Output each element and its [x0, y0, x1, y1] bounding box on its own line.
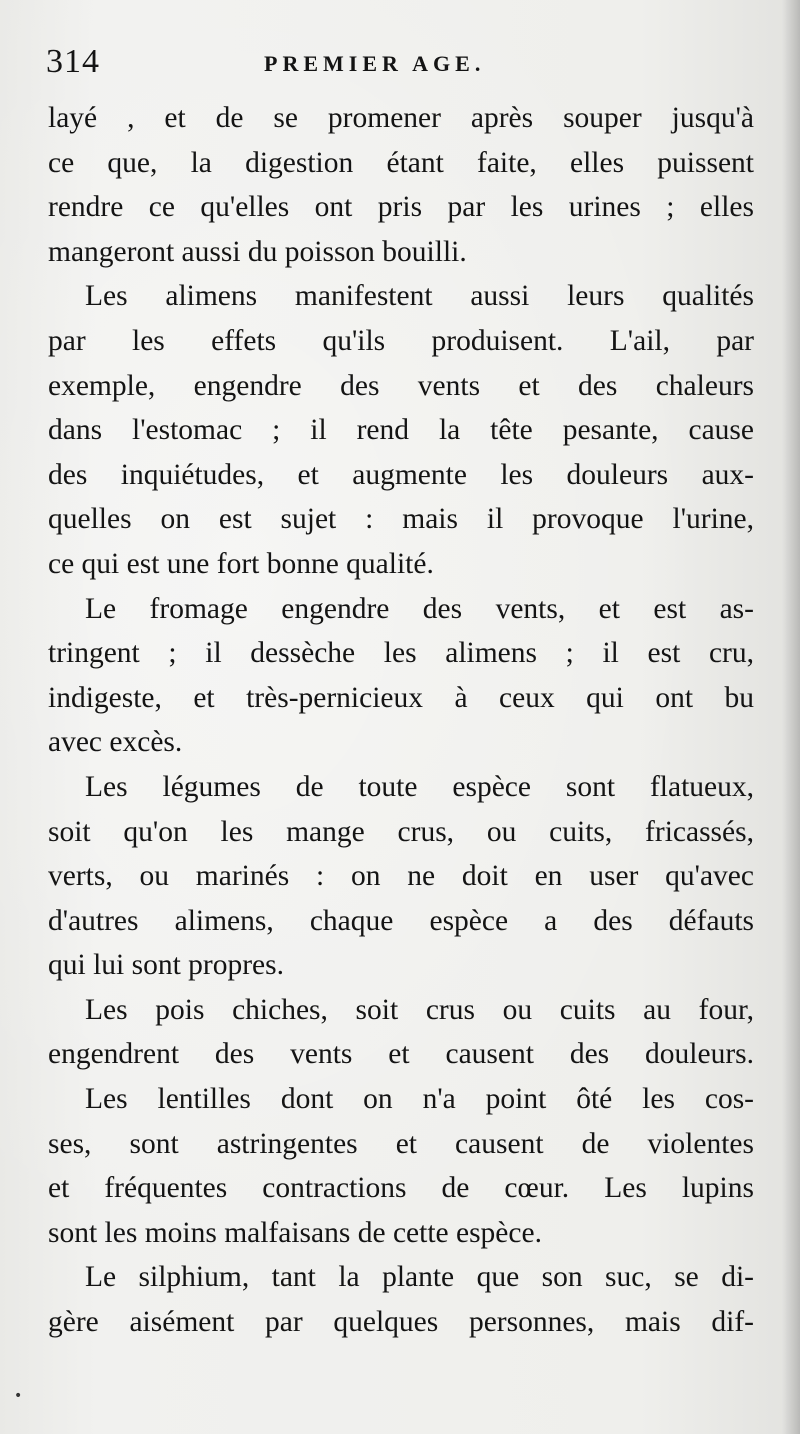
text-line: Les lentilles dont on n'a point ôté les cos- — [85, 1083, 754, 1116]
text-line: dans l'estomac ; il rend la tête pesante, cause — [48, 414, 754, 447]
text-line: exemple, engendre des vents et des chaleurs — [48, 369, 754, 402]
text-line: Les pois chiches, soit crus ou cuits au four, — [85, 993, 754, 1026]
text-line: ses, sont astringentes et causent de violentes — [48, 1127, 754, 1160]
text-line: quelles on est sujet : mais il provoque l'urine, — [48, 503, 754, 536]
text-line: Les légumes de toute espèce sont flatueux, — [85, 770, 754, 803]
running-title: PREMIER AGE. — [264, 51, 486, 76]
text-line: Le fromage engendre des vents, et est as- — [85, 592, 754, 625]
text-line: et fréquentes contractions de cœur. Les lupins — [48, 1172, 754, 1205]
page-number: 314 — [46, 43, 100, 80]
body-text — [48, 96, 754, 1345]
text-line: gère aisément par quelques personnes, mais dif- — [48, 1306, 754, 1339]
text-line: sont les moins malfaisans de cette espèce. — [48, 1216, 542, 1249]
text-line: verts, ou marinés : on ne doit en user qu'avec — [48, 860, 754, 893]
text-line: ce qui est une fort bonne qualité. — [48, 547, 434, 580]
text-line: rendre ce qu'elles ont pris par les urines ; elles — [48, 191, 754, 224]
text-line: qui lui sont propres. — [48, 949, 284, 982]
text-line: d'autres alimens, chaque espèce a des défauts — [48, 904, 754, 937]
text-line: par les effets qu'ils produisent. L'ail, par — [48, 324, 754, 357]
text-line: Le silphium, tant la plante que son suc, se di- — [85, 1261, 754, 1294]
page-edge-shadow — [782, 0, 800, 1434]
text-line: engendrent des vents et causent des douleurs. — [48, 1038, 754, 1071]
text-line: layé , et de se promener après souper jusqu'à — [48, 102, 754, 134]
text-line: mangeront aussi du poisson bouilli. — [48, 235, 467, 268]
text-line: soit qu'on les mange crus, ou cuits, fricassés, — [48, 815, 754, 848]
text-line: ce que, la digestion étant faite, elles puissent — [48, 146, 754, 179]
text-line: des inquiétudes, et augmente les douleurs aux- — [48, 458, 754, 491]
ink-speck: • — [14, 1388, 23, 1404]
text-line: tringent ; il dessèche les alimens ; il est cru, — [48, 637, 754, 670]
page-header — [46, 40, 756, 84]
text-line: indigeste, et très-pernicieux à ceux qui ont bu — [48, 681, 754, 714]
text-line: avec excès. — [48, 726, 183, 759]
text-line: Les alimens manifestent aussi leurs qualités — [85, 280, 754, 313]
